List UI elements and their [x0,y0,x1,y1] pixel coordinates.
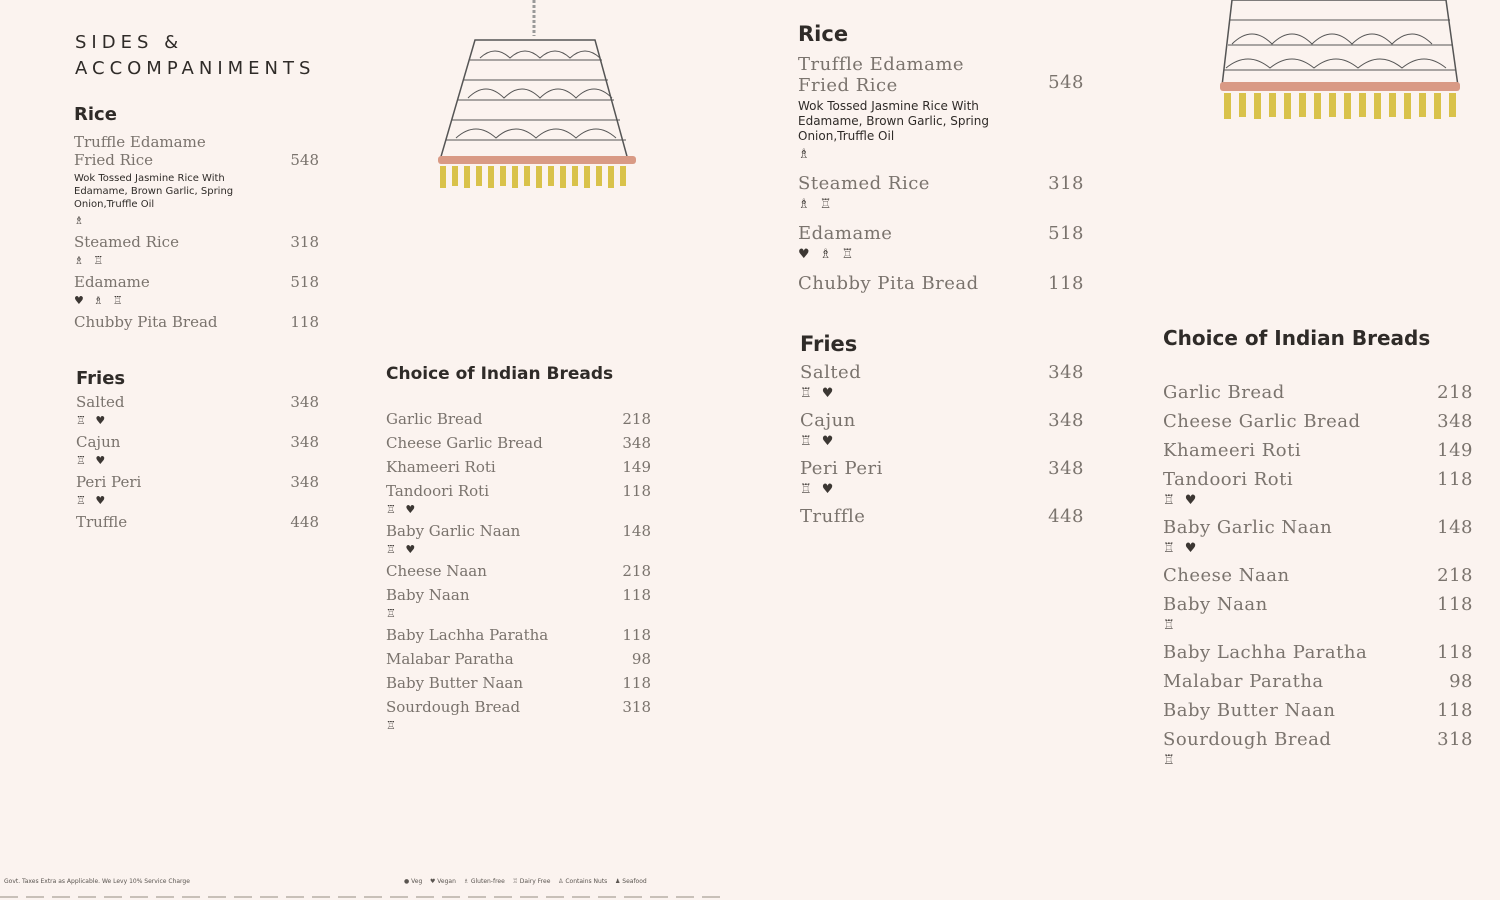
item-price: 448 [290,513,319,531]
item-price: 318 [622,698,651,716]
left-fries-section [76,368,319,537]
item-price: 348 [290,393,319,411]
menu-item [1163,642,1473,663]
left-rice-section [74,104,319,337]
lamp-illustration [1218,0,1463,125]
item-price: 148 [1437,517,1473,538]
item-price: 348 [1048,410,1084,431]
left-breads-section [386,364,651,738]
item-price: 118 [622,482,651,500]
item-name: Peri Peri [76,473,142,491]
item-price: 348 [1437,411,1473,432]
item-name: Baby Naan [386,586,470,604]
diet-legend [404,878,647,885]
item-name: Cheese Naan [386,562,487,580]
gluten-free-icon: ♗ [463,878,469,885]
item-price: 118 [1437,700,1473,721]
vegan-icon: ♥ [429,878,436,885]
menu-item [386,626,651,644]
item-price: 348 [290,433,319,451]
item-price: 318 [290,233,319,251]
footer-note: Govt. Taxes Extra as Applicable. We Levy 10% Service Charge [4,878,190,885]
menu-item [76,433,319,467]
menu-item [386,522,651,556]
menu-item [798,54,1084,163]
item-name: Khameeri Roti [1163,440,1302,461]
menu-item [1163,440,1473,461]
item-price: 118 [1048,273,1084,294]
legend-nuts: Contains Nuts [565,878,608,885]
dietary-icons: ♗ ♖ [74,254,107,267]
menu-item [386,674,651,692]
lamp-illustration [430,0,645,195]
menu-item [1163,594,1473,634]
item-name: Baby Naan [1163,594,1268,615]
item-name: Edamame [798,223,893,244]
item-price: 218 [1437,565,1473,586]
menu-item [76,393,319,427]
menu-item [74,313,319,331]
item-name: Cajun [76,433,121,451]
item-price: 348 [1048,458,1084,479]
dietary-icons: ♖ ♥ [800,434,837,449]
page-title: SIDES & ACCOMPANIMENTS [75,32,316,79]
menu-item [800,410,1084,450]
item-price: 318 [1437,729,1473,750]
item-name: Khameeri Roti [386,458,496,476]
menu-item [74,133,319,227]
menu-item [798,223,1084,263]
menu-item [1163,469,1473,509]
item-price: 149 [1437,440,1473,461]
item-price: 218 [622,410,651,428]
item-name: Salted [800,362,862,383]
dietary-icons: ♗ ♖ [798,197,835,212]
item-description: Wok Tossed Jasmine Rice With Edamame, Brown Garlic, Spring Onion,Truffle Oil [798,99,989,143]
footer-divider [0,896,720,898]
item-price: 448 [1048,506,1084,527]
contains-nuts-icon: ♙ [558,878,564,885]
menu-item [1163,729,1473,769]
legend-gluten-free: Gluten-free [470,878,505,885]
item-name: Garlic Bread [386,410,483,428]
item-description: Wok Tossed Jasmine Rice With Edamame, Brown Garlic, Spring Onion,Truffle Oil [74,173,234,210]
item-name: Steamed Rice [74,233,179,251]
item-name: Truffle Edamame Fried Rice [798,54,965,96]
menu-item [74,273,319,307]
footer [0,878,720,892]
fries-heading: Fries [76,368,126,389]
dietary-icons: ♖ [386,719,399,732]
item-name: Garlic Bread [1163,382,1285,403]
item-price: 118 [622,586,651,604]
menu-item [1163,700,1473,721]
menu-item [386,562,651,580]
item-price: 218 [1437,382,1473,403]
item-name: Salted [76,393,125,411]
dietary-icons: ♥ ♗ ♖ [798,247,857,262]
menu-item [386,586,651,620]
dietary-icons: ♖ [386,607,399,620]
breads-heading: Choice of Indian Breads [386,364,614,384]
right-fries-section [800,332,1084,535]
item-price: 118 [622,626,651,644]
item-price: 348 [622,434,651,452]
item-name: Chubby Pita Bread [74,313,218,331]
dietary-icons: ♖ ♥ [386,503,419,516]
menu-item [800,458,1084,498]
menu-item [800,506,1084,527]
item-price: 118 [1437,642,1473,663]
veg-icon: ● [404,878,410,885]
dietary-icons: ♖ ♥ [76,414,109,427]
item-name: Cheese Naan [1163,565,1290,586]
item-name: Baby Garlic Naan [1163,517,1333,538]
item-price: 148 [622,522,651,540]
item-name: Sourdough Bread [1163,729,1332,750]
menu-item [1163,382,1473,403]
item-price: 98 [631,650,651,668]
item-name: Truffle Edamame Fried Rice [74,133,206,169]
dietary-icons: ♗ [798,147,813,162]
item-name: Steamed Rice [798,173,930,194]
item-name: Tandoori Roti [1163,469,1294,490]
menu-item [76,473,319,507]
dairy-free-icon: ♖ [512,878,518,885]
item-price: 318 [1048,173,1084,194]
rice-heading: Rice [798,22,849,46]
item-price: 518 [290,273,319,291]
item-name: Truffle [800,506,866,527]
dietary-icons: ♖ ♥ [76,454,109,467]
item-price: 518 [1048,223,1084,244]
legend-vegan: Vegan [437,878,456,885]
menu-item [798,173,1084,213]
dietary-icons: ♖ [1163,753,1178,768]
item-name: Baby Lachha Paratha [386,626,549,644]
right-breads-section [1163,326,1473,777]
right-rice-section [798,22,1084,304]
legend-veg: Veg [411,878,423,885]
seafood-icon: ♟ [614,878,621,885]
item-name: Malabar Paratha [1163,671,1324,692]
item-price: 98 [1449,671,1473,692]
menu-item [386,482,651,516]
menu-item [1163,411,1473,432]
dietary-icons: ♖ ♥ [386,543,419,556]
item-name: Chubby Pita Bread [798,273,979,294]
menu-item [386,458,651,476]
dietary-icons: ♖ ♥ [800,386,837,401]
menu-item [76,513,319,531]
item-price: 548 [1048,72,1084,93]
menu-item [1163,671,1473,692]
menu-item [74,233,319,267]
dietary-icons: ♖ ♥ [76,494,109,507]
item-name: Malabar Paratha [386,650,514,668]
item-price: 118 [1437,469,1473,490]
item-name: Peri Peri [800,458,883,479]
item-name: Truffle [76,513,128,531]
item-name: Cajun [800,410,856,431]
menu-item [1163,565,1473,586]
menu-item [386,650,651,668]
item-name: Baby Butter Naan [1163,700,1336,721]
menu-item [1163,517,1473,557]
item-name: Edamame [74,273,150,291]
rice-heading: Rice [74,104,117,125]
item-name: Tandoori Roti [386,482,489,500]
legend-dairy-free: Dairy Free [519,878,551,885]
item-name: Baby Lachha Paratha [1163,642,1368,663]
dietary-icons: ♖ ♥ [1163,493,1200,508]
dietary-icons: ♖ [1163,618,1178,633]
item-price: 548 [290,151,319,169]
menu-item [386,410,651,428]
breads-heading: Choice of Indian Breads [1163,326,1431,350]
dietary-icons: ♥ ♗ ♖ [74,294,126,307]
menu-item [798,273,1084,294]
item-price: 348 [1048,362,1084,383]
menu-item [386,434,651,452]
menu-item [386,698,651,732]
item-price: 218 [622,562,651,580]
legend-seafood: Seafood [622,878,647,885]
dietary-icons: ♗ [74,214,87,227]
dietary-icons: ♖ ♥ [1163,541,1200,556]
item-name: Cheese Garlic Bread [1163,411,1361,432]
item-name: Sourdough Bread [386,698,521,716]
fries-heading: Fries [800,332,858,356]
item-price: 149 [622,458,651,476]
item-name: Cheese Garlic Bread [386,434,543,452]
item-price: 118 [1437,594,1473,615]
item-price: 118 [622,674,651,692]
item-name: Baby Butter Naan [386,674,524,692]
dietary-icons: ♖ ♥ [800,482,837,497]
menu-item [800,362,1084,402]
item-price: 118 [290,313,319,331]
item-name: Baby Garlic Naan [386,522,521,540]
item-price: 348 [290,473,319,491]
